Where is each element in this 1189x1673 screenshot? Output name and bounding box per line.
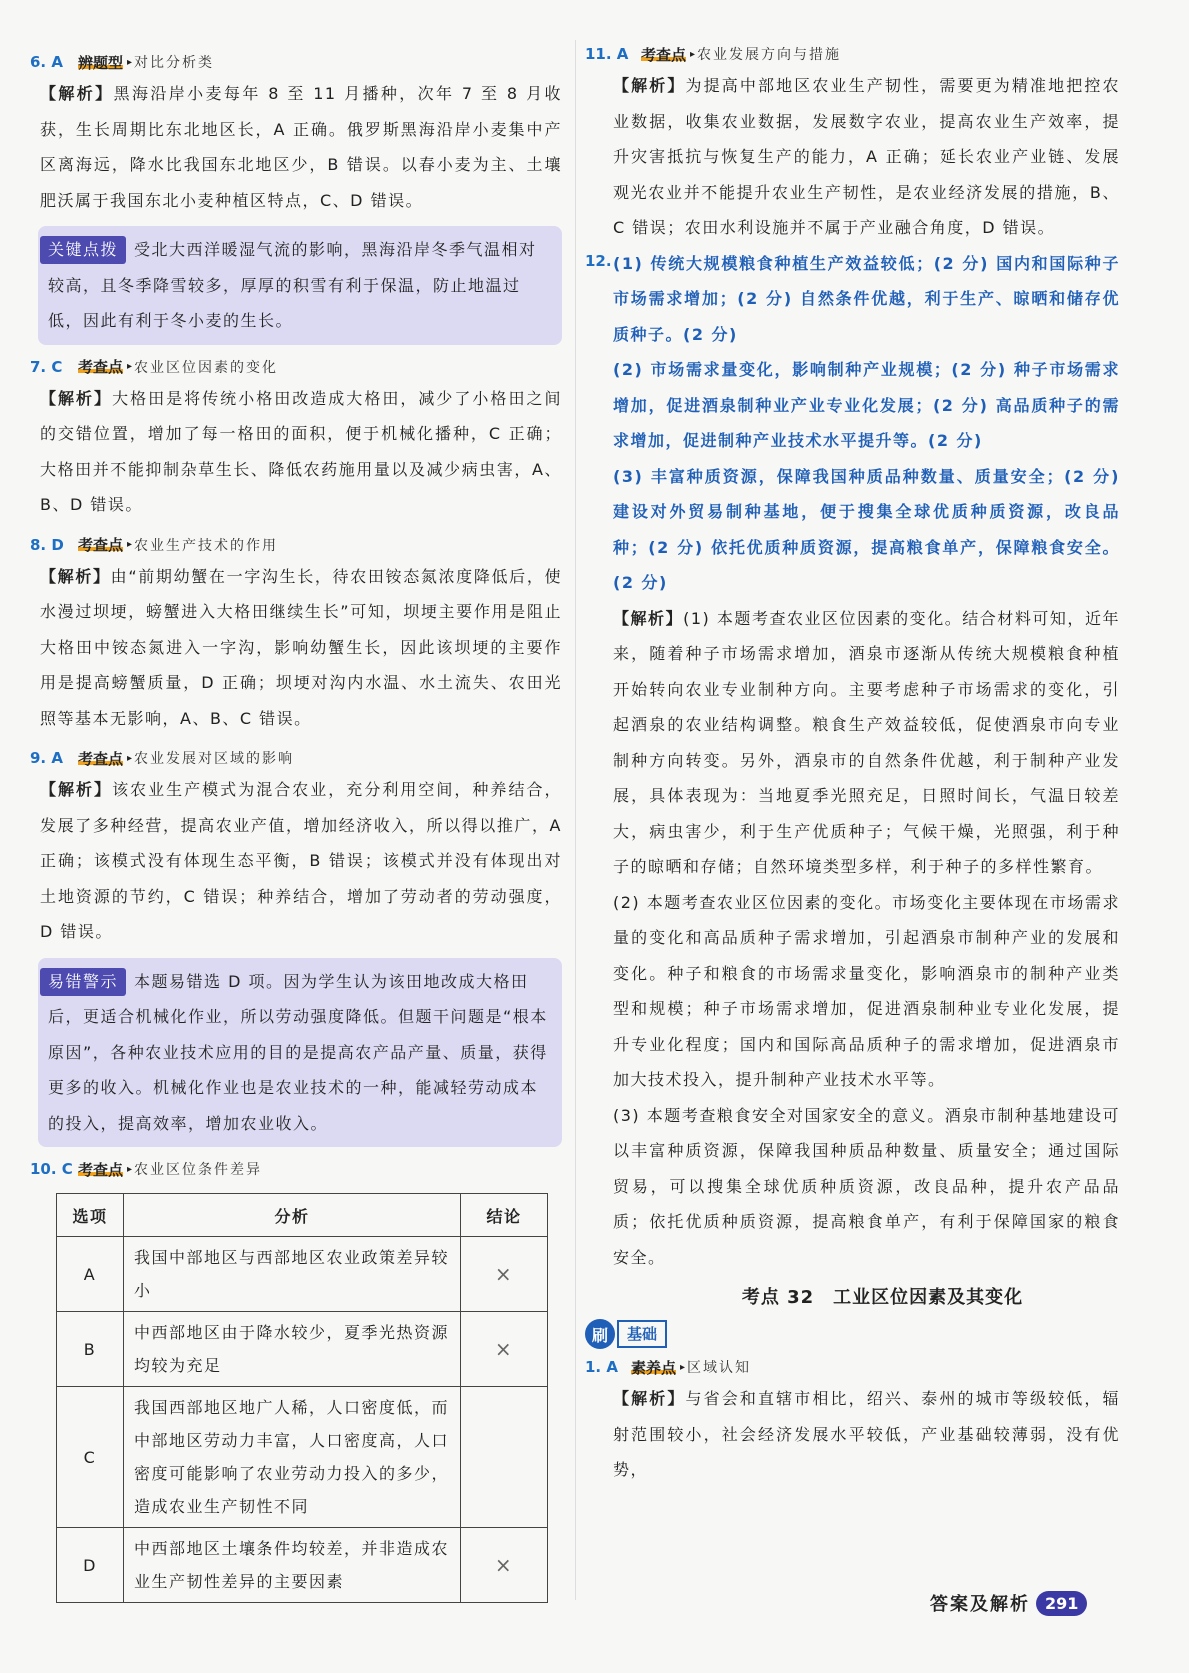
triangle-icon: ▸ [127, 752, 133, 764]
question-number: 7. C [30, 357, 63, 376]
question-number: 8. D [30, 535, 64, 554]
question-8-header [30, 531, 562, 559]
question-12-explanation-1 [613, 601, 1120, 885]
table-cell-analysis: 中西部地区由于降水较少，夏季光热资源均较为充足 [124, 1312, 461, 1387]
question-9-analysis [40, 772, 562, 950]
analysis-label: 【解析】 [40, 84, 114, 103]
question-12-answers [585, 246, 1120, 601]
question-11-analysis [613, 68, 1120, 246]
page-footer [930, 1590, 1087, 1616]
tip-text: 本题易错选 D 项。因为学生认为该田地改成大格田后，更适合机械化作业，所以劳动强度降低。但题干问题是“根本原因”，各种农业技术应用的目的是提高农产品产量、质量，获得更多的收入。机械化作业也是农业技术的一种，能减轻劳动成本的投入，提高效率，增加农业收入。 [48, 971, 548, 1133]
analysis-text: 大格田是将传统小格田改造成大格田，减少了小格田之间的交错位置，增加了每一格田的面积，便于机械化播种，C 正确；大格田并不能抑制杂草生长、降低农药施用量以及减少病虫害，A、B、D 错误。 [40, 388, 562, 514]
analysis-text: 黑海沿岸小麦每年 8 至 11 月播种，次年 7 至 8 月收获，生长周期比东北地区长，A 正确。俄罗斯黑海沿岸小麦集中产区离海远，降水比我国东北地区少，B 错误。以春小麦为主、土壤肥沃属于我国东北小麦种植区特点，C、D 错误。 [40, 84, 562, 210]
table-cell-conclusion [461, 1387, 548, 1528]
question-12-explanation-3: (3) 本题考查粮食安全对国家安全的意义。酒泉市制种基地建设可以丰富种质资源，保障我国种质品种数量、质量安全；通过国际贸易，可以搜集全球优质种质资源，改良品种，提升农产品品质；依托优质种质资源，提高粮食单产，有利于保障国家的粮食安全。 [613, 1105, 1120, 1267]
analysis-label: 【解析】 [613, 76, 686, 95]
column-divider [575, 40, 576, 1600]
question-9-header [30, 744, 562, 772]
table-cell-option: B [57, 1312, 124, 1387]
question-7-header [30, 353, 562, 381]
footer-label: 答案及解析 [930, 1594, 1030, 1615]
triangle-icon: ▸ [127, 56, 133, 68]
triangle-icon: ▸ [690, 48, 696, 60]
question-subtag: 对比分析类 [134, 55, 215, 71]
table-cell-analysis: 我国西部地区地广人稀，人口密度低，而中部地区劳动力丰富，人口密度高，人口密度可能影响了农业劳动力投入的多少，造成农业生产韧性不同 [124, 1387, 461, 1528]
question-subtag: 区域认知 [687, 1360, 752, 1376]
column-header: 结论 [461, 1194, 548, 1237]
question-12-explanation-2: (2) 本题考查农业区位因素的变化。市场变化主要体现在市场需求量的变化和高品质种子需求增加，引起酒泉市制种产业的发展和变化。种子和粮食的市场需求量变化，影响酒泉市的制种产业类型和规模；种子市场需求增加，促进酒泉制种业专业化发展，提升专业化程度；国内和国际高品质种子的需求增加，促进酒泉市加大技术投入，提升制种产业技术水平等。 [613, 892, 1120, 1089]
question-subtag: 农业区位条件差异 [134, 1162, 263, 1178]
question-1-analysis [613, 1381, 1120, 1488]
question-tag: 考查点 [78, 536, 124, 554]
tip-label: 关键点拨 [40, 236, 126, 264]
right-column [585, 40, 1120, 1488]
question-tag: 辨题型 [78, 53, 124, 72]
table-row [57, 1528, 548, 1603]
analysis-text: (1) 本题考查农业区位因素的变化。结合材料可知，近年来，随着种子市场需求增加，酒泉市逐渐从传统大规模粮食种植开始转向农业专业制种方向。主要考虑种子市场需求的变化，引起酒泉的农业结构调整。粮食生产效益较低，促使酒泉市向专业制种方向转变。另外，酒泉市的自然条件优越，利于制种产业发展，具体表现为：当地夏季光照充足，日照时间长，气温日较差大，病虫害少，利于生产优质种子；气候干燥，光照强，利于种子的晾晒和存储；自然环境类型多样，利于种子的多样性繁育。 [613, 608, 1120, 876]
question-number: 11. A [585, 45, 629, 63]
analysis-text: 与省会和直辖市相比，绍兴、泰州的城市等级较低，辐射范围较小，社会经济发展水平较低，产业基础较薄弱，没有优势， [613, 1389, 1120, 1479]
error-warning-box [38, 958, 562, 1148]
answer-part-2: (2) 市场需求量变化，影响制种产业规模；(2 分) 种子市场需求增加，促进酒泉制种业产业专业化发展；(2 分) 高品质种子的需求增加，促进制种产业技术水平提升等。(2 分) [613, 360, 1120, 450]
question-number: 6. A [30, 53, 63, 71]
table-cell-option: C [57, 1387, 124, 1528]
question-tag: 考查点 [78, 358, 124, 376]
question-tag: 考查点 [78, 1160, 124, 1179]
triangle-icon: ▸ [127, 539, 133, 550]
left-column [30, 40, 562, 1603]
question-number: 1. A [585, 1358, 618, 1376]
table-row [57, 1237, 548, 1312]
question-number: 9. A [30, 749, 63, 767]
column-header: 分析 [124, 1194, 461, 1237]
analysis-table [56, 1193, 548, 1603]
tip-label: 易错警示 [40, 968, 126, 996]
analysis-label: 【解析】 [40, 780, 113, 799]
section-title: 考点 32 工业区位因素及其变化 [741, 1287, 1024, 1308]
question-11-header [585, 40, 1120, 68]
analysis-label: 【解析】 [40, 566, 111, 586]
shua-icon: 刷 [585, 1319, 615, 1349]
table-row [57, 1387, 548, 1528]
answer-part-3: (3) 丰富种质资源，保障我国种质品种数量、质量安全；(2 分) 建设对外贸易制种基地，便于搜集全球优质种质资源，改良品种；(2 分) 依托优质种质资源，提高粮食单产，保障粮食安全。(2 分) [613, 466, 1120, 592]
analysis-label: 【解析】 [613, 1389, 686, 1408]
table-cell-conclusion: × [461, 1312, 548, 1387]
analysis-text: 该农业生产模式为混合农业，充分利用空间，种养结合，发展了多种经营，提高农业产值，增加经济收入，所以得以推广，A 正确；该模式没有体现生态平衡，B 错误；该模式并没有体现出对土地资源的节约，C 错误；种养结合，增加了劳动者的劳动强度，D 错误。 [40, 780, 562, 941]
table-cell-option: D [57, 1528, 124, 1603]
question-subtag: 农业生产技术的作用 [134, 537, 279, 554]
question-tag: 考查点 [641, 45, 687, 64]
question-number: 12. [585, 251, 612, 270]
question-number: 10. C [30, 1160, 73, 1178]
question-6-analysis [40, 76, 562, 218]
question-10-header [30, 1155, 562, 1183]
table-cell-analysis: 中西部地区土壤条件均较差，并非造成农业生产韧性差异的主要因素 [124, 1528, 461, 1603]
triangle-icon: ▸ [680, 1361, 686, 1373]
tip-text: 受北大西洋暖湿气流的影响，黑海沿岸冬季气温相对较高，且冬季降雪较多，厚厚的积雪有利于保温，防止地温过低，因此有利于冬小麦的生长。 [48, 240, 537, 330]
question-7-analysis [40, 381, 562, 523]
question-subtag: 农业发展对区域的影响 [134, 751, 295, 767]
table-cell-conclusion: × [461, 1528, 548, 1603]
analysis-label: 【解析】 [613, 608, 684, 628]
question-8-analysis [40, 559, 562, 737]
table-cell-conclusion: × [461, 1237, 548, 1312]
analysis-label: 【解析】 [40, 388, 113, 408]
analysis-text: 为提高中部地区农业生产韧性，需要更为精准地把控农业数据，收集农业数据，发展数字农业，提高农业生产效率，提升灾害抵抗与恢复生产的能力，A 正确；延长农业产业链、发展观光农业并不能提升农业生产韧性，是农业经济发展的措施，B、C 错误；农田水利设施并不属于产业融合角度，D 错误。 [613, 76, 1120, 237]
question-subtag: 农业区位因素的变化 [134, 359, 279, 376]
question-tag: 考查点 [78, 749, 124, 768]
table-cell-option: A [57, 1237, 124, 1312]
answer-part-1: (1) 传统大规模粮食种植生产效益较低；(2 分) 国内和国际种子市场需求增加；(2 分) 自然条件优越，利于生产、晾晒和储存优质种子。(2 分) [613, 253, 1120, 344]
question-subtag: 农业发展方向与措施 [697, 47, 842, 63]
level-badge [585, 1319, 1120, 1349]
analysis-text: 由“前期幼蟹在一字沟生长，待农田铵态氮浓度降低后，使水漫过坝埂，螃蟹进入大格田继续生长”可知，坝埂主要作用是阻止大格田中铵态氮进入一字沟，影响幼蟹生长，因此该坝埂的主要作用是提高螃蟹质量，D 正确；坝埂对沟内水温、水土流失、农田光照等基本无影响，A、B、C 错误。 [40, 566, 562, 728]
table-row [57, 1312, 548, 1387]
triangle-icon: ▸ [127, 1163, 133, 1175]
question-tag: 素养点 [631, 1358, 677, 1377]
question-6-header [30, 48, 562, 76]
level-label: 基础 [617, 1320, 667, 1348]
question-1-header [585, 1353, 1120, 1381]
table-header-row [57, 1194, 548, 1237]
page-number: 291 [1036, 1591, 1087, 1616]
column-header: 选项 [57, 1194, 124, 1237]
triangle-icon: ▸ [127, 361, 133, 372]
table-cell-analysis: 我国中部地区与西部地区农业政策差异较小 [124, 1237, 461, 1312]
key-tip-box [38, 226, 562, 345]
